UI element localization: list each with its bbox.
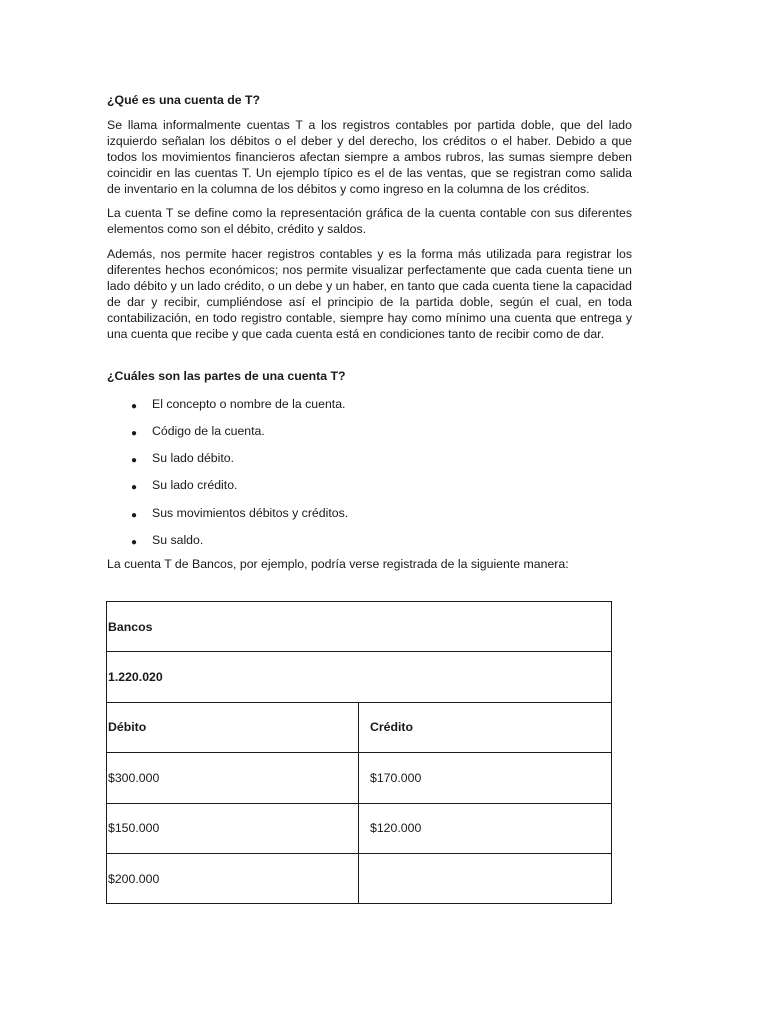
table-row bbox=[107, 803, 612, 853]
table-row bbox=[107, 753, 612, 803]
parts-list bbox=[107, 397, 632, 561]
bullet-icon: ● bbox=[131, 427, 138, 439]
debit-cell: $150.000 bbox=[107, 803, 359, 853]
debit-header-cell: Débito bbox=[107, 702, 359, 752]
list-item-text: Su lado crédito. bbox=[152, 478, 238, 493]
list-item-text: El concepto o nombre de la cuenta. bbox=[152, 396, 346, 411]
list-item bbox=[107, 533, 632, 560]
section-heading-partes: ¿Cuáles son las partes de una cuenta T? bbox=[107, 368, 346, 383]
list-item-text: Sus movimientos débitos y créditos. bbox=[152, 505, 349, 520]
paragraph-definition: Se llama informalmente cuentas T a los registros contables por partida doble, que del lado izquierdo señalan los débitos o el deber y del derecho, los créditos o el haber. Debido a que todos los movimientos financieros afectan siempre a ambos rubros, las sumas siempre deben coincidir en las cuentas T. Un ejemplo típico es el de las ventas, que se registran como salida de inventario en la columna de los débitos y como ingreso en la columna de los créditos. bbox=[107, 117, 632, 196]
table-intro-text: La cuenta T de Bancos, por ejemplo, podría verse registrada de la siguiente manera: bbox=[107, 557, 569, 572]
debit-cell: $300.000 bbox=[107, 753, 359, 803]
table-row bbox=[107, 853, 612, 903]
list-item-text: Su lado débito. bbox=[152, 451, 235, 466]
list-item bbox=[107, 424, 632, 451]
list-item bbox=[107, 506, 632, 533]
t-account-table bbox=[106, 601, 612, 904]
bullet-icon: ● bbox=[131, 482, 138, 494]
paragraph-ademas: Además, nos permite hacer registros contables y es la forma más utilizada para registrar los diferentes hechos económicos; nos permite visualizar perfectamente que cada cuenta tiene un lado débito y un lado crédito, o un debe y un haber, en tanto que cada cuenta tiene la capacidad de dar y recibir, cumpliéndose así el principio de la partida doble, según el cual, en toda contabilización, en todo registro contable, siempre hay como mínimo una cuenta que entrega y una cuenta que recibe y que cada cuenta está en condiciones tanto de recibir como de dar. bbox=[107, 247, 632, 341]
bullet-icon: ● bbox=[131, 509, 138, 521]
account-name-cell: Bancos bbox=[107, 602, 612, 652]
table-row bbox=[107, 652, 612, 702]
paragraph-cuenta-t: La cuenta T se define como la representación gráfica de la cuenta contable con sus diferentes elementos como son el débito, crédito y saldos. bbox=[107, 206, 632, 237]
debit-cell: $200.000 bbox=[107, 853, 359, 903]
bullet-icon: ● bbox=[131, 400, 138, 412]
table-row bbox=[107, 702, 612, 752]
document-body bbox=[107, 93, 632, 573]
credit-cell bbox=[359, 853, 612, 903]
list-item bbox=[107, 451, 632, 478]
list-item bbox=[107, 478, 632, 505]
credit-cell: $170.000 bbox=[359, 753, 612, 803]
list-item-text: Su saldo. bbox=[152, 533, 204, 548]
bullet-icon: ● bbox=[131, 455, 138, 467]
table-row bbox=[107, 602, 612, 652]
list-item-text: Código de la cuenta. bbox=[152, 423, 265, 438]
section-heading-que-es: ¿Qué es una cuenta de T? bbox=[107, 93, 261, 107]
credit-header-cell: Crédito bbox=[359, 702, 612, 752]
bullet-icon: ● bbox=[131, 537, 138, 549]
list-item bbox=[107, 397, 632, 424]
credit-cell: $120.000 bbox=[359, 803, 612, 853]
account-code-cell: 1.220.020 bbox=[107, 652, 612, 702]
